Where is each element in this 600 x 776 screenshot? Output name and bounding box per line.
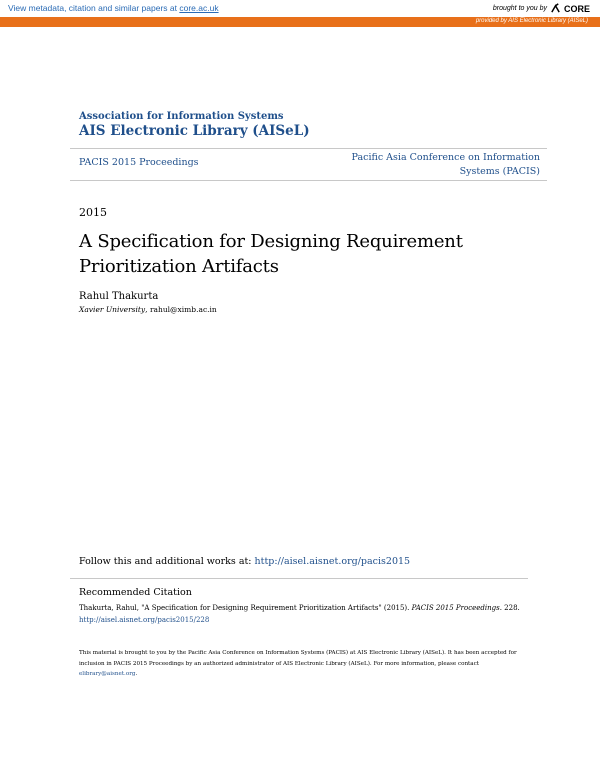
citation-divider bbox=[70, 578, 528, 579]
notice-text: This material is brought to you by the Pacific Asia Conference on Information Systems (PACIS) at AIS Electronic Library (AISeL). It has been accepted for inclusion in PACIS 2015 Proceedings by an authorized administrator of AIS Electronic Library (AISeL). For more information, please contact bbox=[79, 650, 517, 667]
provided-by-text: provided by AIS Electronic Library (AISeL) bbox=[475, 18, 588, 24]
recommended-citation-heading: Recommended Citation bbox=[79, 587, 192, 598]
core-metadata-link[interactable] bbox=[8, 3, 219, 13]
author-name: Rahul Thakurta bbox=[79, 291, 159, 302]
author-email: , rahul@ximb.ac.in bbox=[145, 305, 217, 314]
notice-end: . bbox=[135, 671, 138, 677]
access-notice bbox=[79, 648, 524, 680]
contact-email-link[interactable]: elibrary@aisnet.org bbox=[79, 671, 136, 677]
institution-name: Xavier University bbox=[79, 305, 146, 314]
follow-line bbox=[79, 556, 410, 567]
citation-journal: PACIS 2015 Proceedings bbox=[411, 604, 500, 612]
core-provider-bar bbox=[0, 17, 600, 27]
follow-link[interactable]: http://aisel.aisnet.org/pacis2015 bbox=[254, 556, 411, 567]
publication-year: 2015 bbox=[79, 206, 107, 219]
header-divider-bottom bbox=[70, 180, 547, 181]
conference-link[interactable]: Pacific Asia Conference on Information Systems (PACIS) bbox=[351, 152, 540, 177]
citation-body: Thakurta, Rahul, "A Specification for Designing Requirement Prioritization Artifacts" (2015). bbox=[79, 604, 412, 612]
core-logo-icon bbox=[550, 3, 561, 14]
core-url-link[interactable]: core.ac.uk bbox=[179, 3, 219, 13]
association-name[interactable]: Association for Information Systems bbox=[79, 111, 284, 122]
paper-title: A Specification for Designing Requirement Prioritization Artifacts bbox=[79, 231, 463, 277]
follow-label: Follow this and additional works at: bbox=[79, 556, 255, 567]
core-metadata-text: View metadata, citation and similar papers at bbox=[8, 3, 180, 13]
proceedings-link[interactable]: PACIS 2015 Proceedings bbox=[79, 157, 199, 168]
core-logo: CORE bbox=[563, 3, 590, 14]
library-name[interactable]: AIS Electronic Library (AISeL) bbox=[79, 123, 310, 139]
author-affiliation bbox=[79, 305, 217, 314]
citation-end: . 228. bbox=[499, 604, 520, 612]
citation-text bbox=[79, 602, 539, 626]
citation-link[interactable]: http://aisel.aisnet.org/pacis2015/228 bbox=[79, 616, 210, 624]
brought-to-you-text: brought to you by bbox=[492, 5, 547, 12]
core-banner bbox=[0, 0, 600, 17]
header-divider-top bbox=[70, 148, 547, 149]
core-brand[interactable] bbox=[493, 3, 590, 14]
